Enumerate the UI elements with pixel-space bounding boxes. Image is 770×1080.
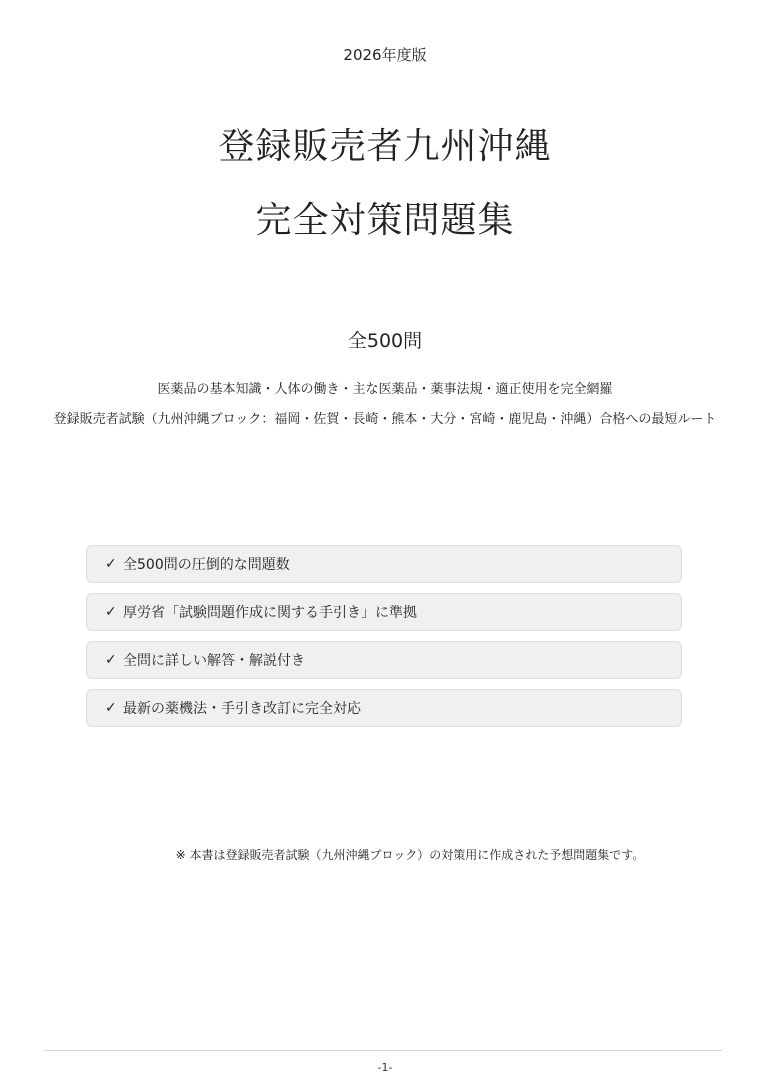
feature-text: 全500問の圧倒的な問題数 (123, 557, 290, 573)
footer-divider (44, 1050, 722, 1051)
feature-item (86, 593, 682, 631)
feature-text: 最新の薬機法・手引き改訂に完全対応 (123, 701, 361, 717)
feature-list (86, 545, 682, 737)
page-number: -1- (377, 1061, 393, 1074)
feature-item (86, 689, 682, 727)
feature-text: 全問に詳しい解答・解説付き (123, 653, 305, 669)
checkmark-icon: ✓ (105, 556, 117, 572)
feature-item (86, 545, 682, 583)
description-line-1: 医薬品の基本知識・人体の働き・主な医薬品・薬事法規・適正使用を完全網羅 (157, 382, 613, 397)
description-line-2: 登録販売者試験（九州沖縄ブロック：福岡・佐賀・長崎・熊本・大分・宮崎・鹿児島・沖縄）合格への最短ルート (53, 412, 717, 427)
disclaimer-note: ※ 本書は登録販売者試験（九州沖縄ブロック）の対策用に作成された予想問題集です。 (175, 848, 645, 862)
checkmark-icon: ✓ (105, 652, 117, 668)
title-line-1: 登録販売者九州沖縄 (218, 126, 552, 167)
checkmark-icon: ✓ (105, 604, 117, 620)
question-count: 全500問 (347, 330, 423, 352)
edition-label: 2026年度版 (343, 46, 427, 64)
feature-text: 厚労省「試験問題作成に関する手引き」に準拠 (123, 605, 417, 621)
checkmark-icon: ✓ (105, 700, 117, 716)
title-line-2: 完全対策問題集 (255, 200, 515, 241)
feature-item (86, 641, 682, 679)
